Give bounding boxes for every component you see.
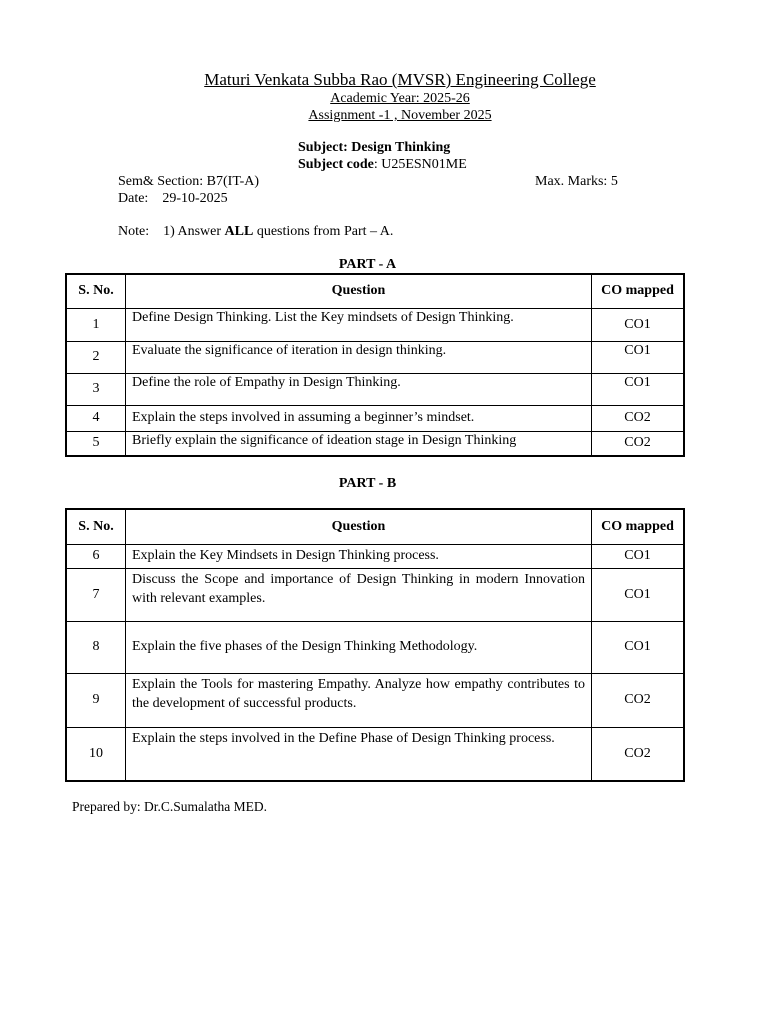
subject-code-label: Subject code [298, 157, 374, 172]
college-name: Maturi Venkata Subba Rao (MVSR) Engineering College [204, 70, 596, 89]
table-row [66, 727, 684, 781]
row-question: Discuss the Scope and importance of Design Thinking in modern Innovation with relevant examples. [126, 568, 592, 621]
row-question: Briefly explain the significance of ideation stage in Design Thinking [126, 431, 592, 456]
row-question: Define Design Thinking. List the Key mindsets of Design Thinking. [126, 308, 592, 341]
row-co: CO1 [592, 308, 685, 341]
table-row [66, 405, 684, 431]
table-row [66, 431, 684, 456]
max-marks: Max. Marks: 5 [535, 174, 618, 189]
row-question: Evaluate the significance of iteration in design thinking. [126, 341, 592, 373]
subject-value: Design Thinking [351, 140, 451, 155]
sem-section: Sem& Section: B7(IT-A) [118, 174, 260, 189]
row-co: CO2 [592, 431, 685, 456]
row-co: CO1 [592, 544, 685, 568]
row-question: Explain the steps involved in assuming a beginner’s mindset. [126, 405, 592, 431]
row-sno: 10 [66, 727, 126, 781]
row-co: CO1 [592, 568, 685, 621]
part-b-table [65, 508, 685, 782]
row-sno: 2 [66, 341, 126, 373]
subject-line [298, 140, 450, 156]
row-sno: 5 [66, 431, 126, 456]
header-sno: S. No. [66, 274, 126, 308]
part-a-title: PART - A [338, 257, 397, 272]
table-row [66, 373, 684, 405]
table-row [66, 341, 684, 373]
note-post: questions from Part – A. [253, 224, 394, 239]
note-bold: ALL [224, 224, 254, 239]
row-sno: 9 [66, 673, 126, 727]
row-sno: 8 [66, 621, 126, 673]
subject-label: Subject: [298, 140, 348, 155]
row-sno: 3 [66, 373, 126, 405]
row-sno: 6 [66, 544, 126, 568]
date-label: Date: [118, 191, 149, 206]
part-b-title: PART - B [338, 476, 397, 491]
header-co: CO mapped [592, 509, 685, 544]
header-co: CO mapped [592, 274, 685, 308]
row-co: CO1 [592, 621, 685, 673]
row-question: Explain the Tools for mastering Empathy. Analyze how empathy contributes to the development of successful products. [126, 673, 592, 727]
row-co: CO2 [592, 405, 685, 431]
table-row [66, 621, 684, 673]
note-line [118, 224, 393, 240]
row-co: CO2 [592, 727, 685, 781]
part-a-table [65, 273, 685, 457]
row-question: Explain the five phases of the Design Thinking Methodology. [126, 621, 592, 673]
subject-code-line [298, 157, 467, 173]
row-sno: 4 [66, 405, 126, 431]
prepared-by: Prepared by: Dr.C.Sumalatha MED. [72, 799, 267, 814]
row-question: Define the role of Empathy in Design Thinking. [126, 373, 592, 405]
row-co: CO1 [592, 373, 685, 405]
row-question: Explain the Key Mindsets in Design Thinking process. [126, 544, 592, 568]
header-question: Question [126, 509, 592, 544]
assignment-title: Assignment -1 , November 2025 [308, 108, 492, 123]
header-sno: S. No. [66, 509, 126, 544]
date-value: 29-10-2025 [162, 191, 228, 206]
academic-year: Academic Year: 2025-26 [330, 91, 470, 106]
table-row [66, 308, 684, 341]
row-co: CO1 [592, 341, 685, 373]
row-co: CO2 [592, 673, 685, 727]
table-header-row [66, 274, 684, 308]
table-row [66, 544, 684, 568]
header-question: Question [126, 274, 592, 308]
date-line [118, 191, 228, 207]
row-question: Explain the steps involved in the Define Phase of Design Thinking process. [126, 727, 592, 781]
subject-code-value: : U25ESN01ME [373, 157, 467, 172]
table-row [66, 568, 684, 621]
row-sno: 7 [66, 568, 126, 621]
note-label: Note: [118, 224, 150, 239]
table-header-row [66, 509, 684, 544]
note-pre: 1) Answer [163, 224, 225, 239]
table-row [66, 673, 684, 727]
row-sno: 1 [66, 308, 126, 341]
